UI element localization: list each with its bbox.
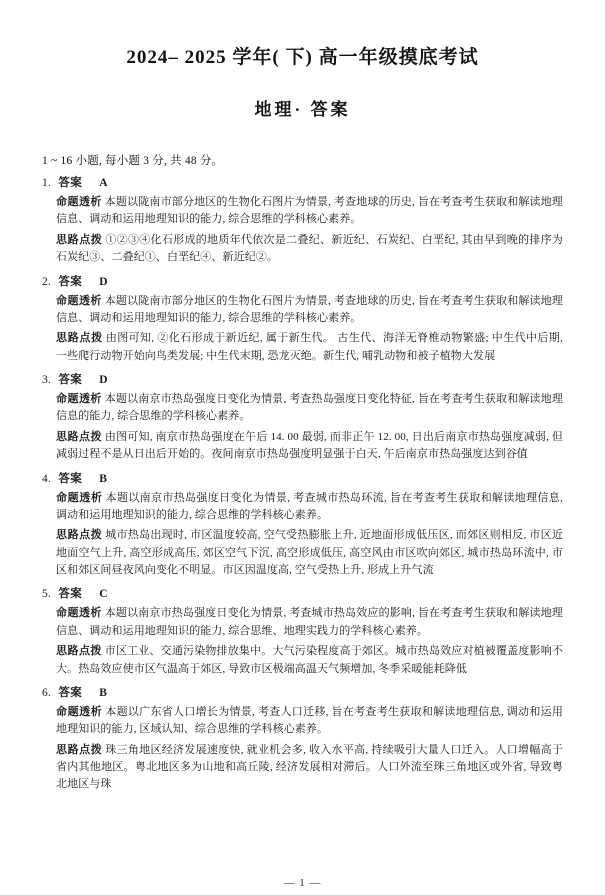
answer-label: 答案 (58, 588, 83, 601)
question-answer-line (42, 174, 563, 190)
answer-label: 答案 (58, 177, 83, 189)
question-answer-line (42, 585, 563, 601)
answer-value: B (99, 686, 108, 699)
tips-paragraph (42, 527, 563, 579)
page-title: 2024– 2025 学年( 下) 高一年级摸底考试 (126, 47, 479, 68)
tips-paragraph (42, 643, 563, 678)
answer-label: 答案 (58, 686, 83, 699)
question-block (42, 684, 563, 794)
tips-text: 市区工业、交通污染物排放集中。大气污染程度高于郊区。城市热岛效应对植被覆盖度影响不大。热岛效应使市区气温高于郊区, 导致市区极端高温天气频增加, 冬季采暖能耗降低 (56, 645, 564, 675)
tips-text: 由图可知, ②化石形成于新近纪, 属于新生代。 古生代、海洋无脊椎动物繁盛; 中生代中后期, 一些爬行动物开始向鸟类发展; 中生代末期, 恐龙灭绝。新生代, 哺乳动物和被子植物大发展 (56, 332, 564, 362)
question-number: 1. (42, 177, 52, 189)
analysis-label: 命题透析 (56, 607, 102, 620)
answer-label: 答案 (58, 275, 83, 288)
answer-value: D (99, 275, 108, 288)
tips-text: 城市热岛出现时, 市区温度较高, 空气受热膨胀上升, 近地面形成低压区, 而郊区则相反, 市区近地面空气上升, 高空形成高压, 郊区空气下沉, 高空形成低压, 高空风由市区吹向郊区, 城市热岛环流中, 市区和郊区间昼夜风向变化不明显。市区因温度高, 空气受热上升, 形成上升气流 (56, 529, 564, 576)
tips-text: 珠三角地区经济发展速度快, 就业机会多, 收入水平高, 持续吸引大量人口迁入。人口增幅高于省内其他地区。粤北地区多为山地和高丘陵, 经济发展相对滞后。人口外流至珠三角地区或外省, 导致粤北地区与珠 (56, 743, 564, 791)
analysis-text: 本题以陇南市部分地区的生物化石图片为情景, 考查地球的历史, 旨在考查考生获取和解读地理信息、调动和运用地理知识的能力, 综合思维的学科核心素养。 (56, 196, 563, 226)
tips-text: ①②③④化石形成的地质年代依次是二叠纪、新近纪、石炭纪、白垩纪, 其由早到晚的排序为石炭纪③、二叠纪①、白垩纪④、新近纪②。 (56, 233, 564, 264)
question-number: 4. (42, 472, 52, 485)
tips-label: 思路点拨 (56, 743, 103, 756)
analysis-paragraph (42, 490, 563, 525)
section-note: 1 ~ 16 小题, 每小题 3 分, 共 48 分。 (42, 155, 224, 167)
analysis-label: 命题透析 (56, 491, 103, 504)
analysis-text: 本题以陇南市部分地区的生物化石图片为情景, 考查地球的历史, 旨在考查考生获取和解读地理信息、调动和运用地理知识的能力, 综合思维的学科核心素养。 (56, 294, 563, 324)
question-block (42, 273, 563, 366)
analysis-text: 本题以南京市热岛强度日变化为情景, 考查城市热岛环流, 旨在考查考生获取和解读地理信息, 调动和运用地理知识的能力, 综合思维的学科核心素养。 (56, 491, 563, 521)
answer-label: 答案 (58, 472, 83, 485)
analysis-label: 命题透析 (56, 196, 102, 208)
page-subtitle: 地理· 答案 (254, 100, 351, 119)
question-answer-line (42, 684, 563, 700)
question-block (42, 371, 563, 464)
analysis-paragraph (42, 293, 563, 328)
question-number: 3. (42, 374, 52, 386)
tips-paragraph (42, 232, 563, 267)
analysis-text: 本题以广东省人口增长为情景, 考查人口迁移, 旨在考查考生获取和解读地理信息, 调动和运用地理知识的能力, 区域认知、综合思维的学科核心素养。 (56, 705, 564, 736)
tips-label: 思路点拨 (56, 529, 103, 542)
analysis-label: 命题透析 (56, 705, 103, 718)
answer-label: 答案 (58, 374, 83, 386)
question-number: 2. (42, 275, 52, 288)
tips-label: 思路点拨 (56, 645, 102, 658)
tips-paragraph (42, 742, 563, 794)
tips-paragraph (42, 330, 563, 365)
analysis-text: 本题以南京市热岛强度日变化为情景, 考查城市热岛效应的影响, 旨在考查考生获取和解读地理信息、调动和运用地理知识的能力, 综合思维、地理实践力的学科核心素养。 (56, 607, 563, 637)
question-block (42, 174, 563, 267)
tips-label: 思路点拨 (56, 233, 103, 246)
question-number: 5. (42, 588, 52, 601)
analysis-paragraph (42, 194, 563, 229)
tips-label: 思路点拨 (56, 430, 103, 443)
tips-label: 思路点拨 (56, 332, 103, 345)
answer-value: D (99, 374, 108, 386)
answer-value: C (99, 588, 108, 601)
analysis-paragraph (42, 605, 563, 640)
answer-value: A (99, 177, 108, 189)
page-footer-number: — 1 — (283, 877, 322, 889)
question-number: 6. (42, 686, 52, 699)
analysis-text: 本题以南京市热岛强度日变化为情景, 考查热岛强度日变化特征, 旨在考查考生获取和解读地理信息的能力, 综合思维的学科核心素养。 (56, 393, 563, 423)
question-block (42, 585, 563, 678)
question-answer-line (42, 371, 563, 387)
question-block (42, 470, 563, 580)
tips-paragraph (42, 429, 563, 464)
question-answer-line (42, 273, 563, 289)
analysis-label: 命题透析 (56, 393, 102, 405)
analysis-paragraph (42, 391, 563, 426)
answer-value: B (99, 472, 108, 485)
question-answer-line (42, 470, 563, 486)
analysis-paragraph (42, 704, 563, 739)
tips-text: 由图可知, 南京市热岛强度在午后 14. 00 最弱, 而非正午 12. 00, 日出后南京市热岛强度减弱, 但减弱过程不是从日出后开始的。夜间南京市热岛强度明显强于白天, 午后南京市热岛强度达到谷值 (56, 430, 563, 461)
analysis-label: 命题透析 (56, 294, 102, 307)
